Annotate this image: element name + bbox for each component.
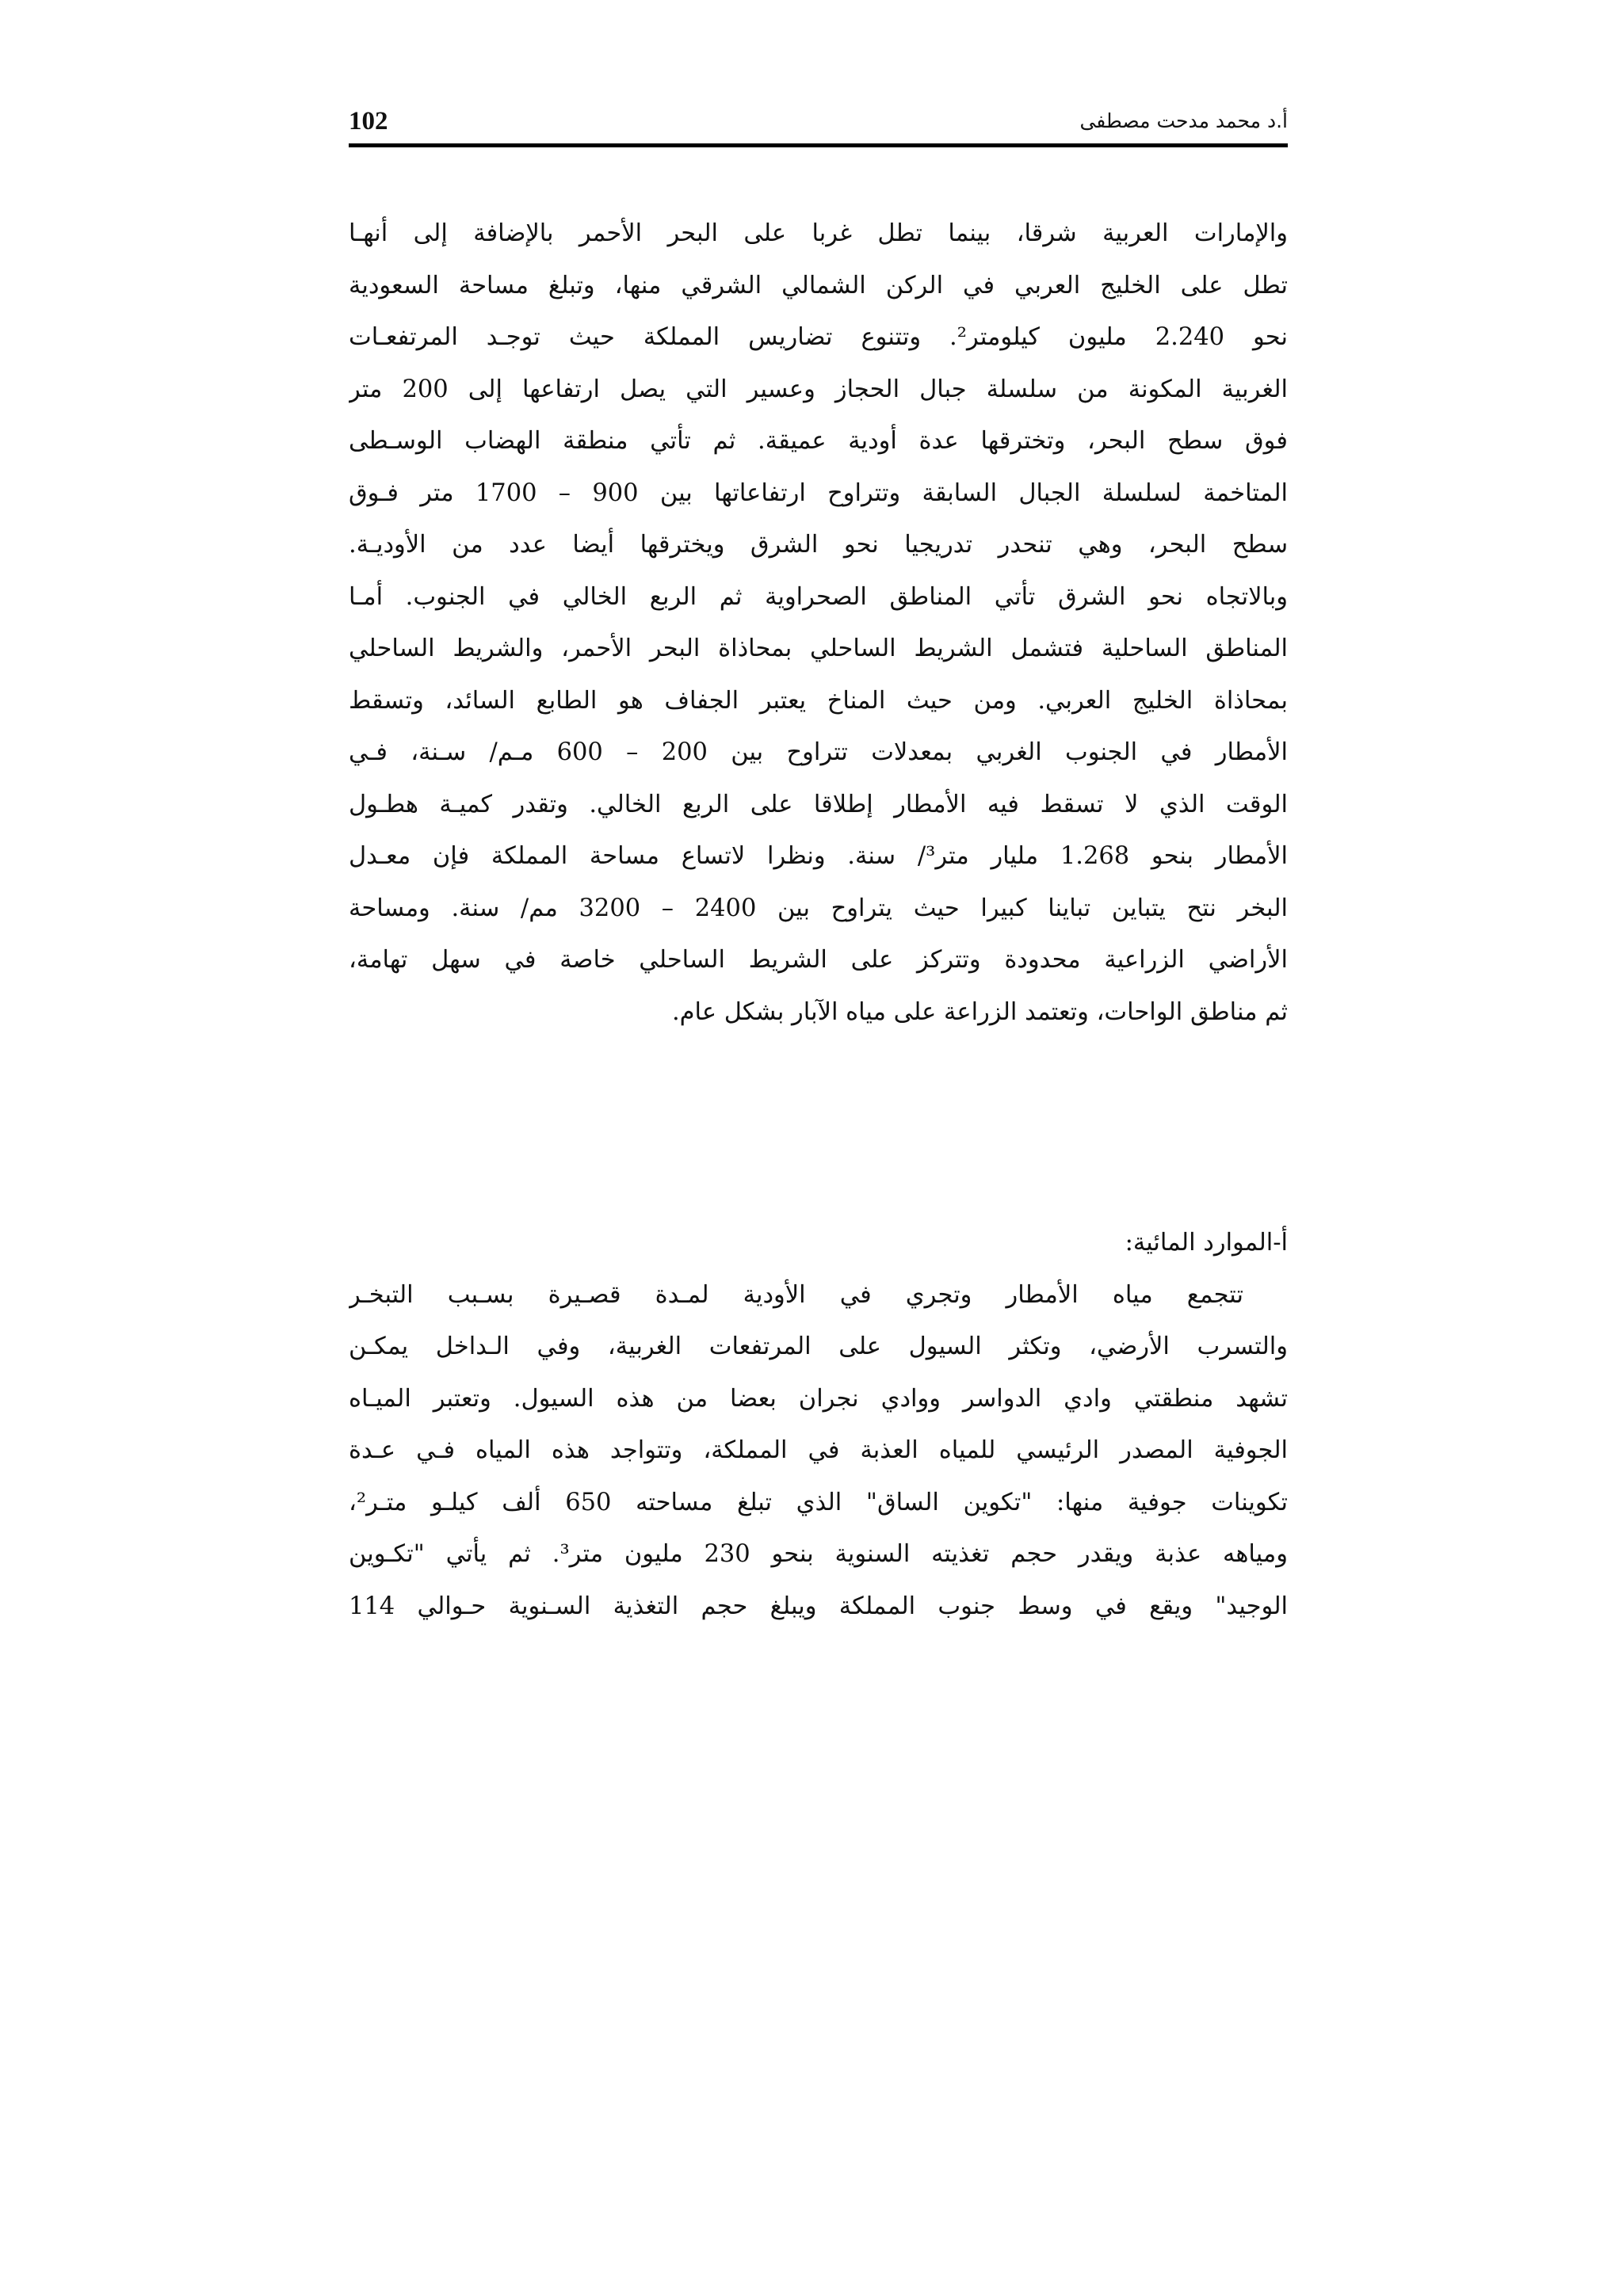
text-line: سطح البحر، وهي تنحدر تدريجيا نحو الشرق ويخترقها أيضا عدد من الأوديـة.	[349, 531, 1288, 559]
text-line: فوق سطح البحر، وتخترقها عدة أودية عميقة. ثم تأتي منطقة الهضاب الوسـطى	[349, 427, 1288, 455]
text-line: الأمطار بنحو 1.268 مليار متر³/ سنة. ونظرا لاتساع مساحة المملكة فإن معـدل	[349, 842, 1288, 870]
text-line: تشهد منطقتي وادي الدواسر ووادي نجران بعضا من هذه السيول. وتعتبر الميـاه	[349, 1384, 1288, 1413]
text-line: والإمارات العربية شرقا، بينما تطل غربا على البحر الأحمر بالإضافة إلى أنهـا	[349, 219, 1288, 247]
text-line: الجوفية المصدر الرئيسي للمياه العذبة في المملكة، وتتواجد هذه المياه فـي عـدة	[349, 1436, 1288, 1464]
text-line: والتسرب الأرضي، وتكثر السيول على المرتفعات الغربية، وفي الـداخل يمكـن	[349, 1333, 1288, 1360]
running-head-author: أ.د محمد مدحت مصطفى	[1079, 109, 1288, 132]
paragraph-1	[349, 208, 1288, 1038]
text-line: المناطق الساحلية فتشمل الشريط الساحلي بمحاذاة البحر الأحمر، والشريط الساحلي	[349, 635, 1288, 662]
page-header	[349, 101, 1288, 141]
text-line: بمحاذاة الخليج العربي. ومن حيث المناخ يعتبر الجفاف هو الطابع السائد، وتسقط	[349, 686, 1288, 715]
section-water-resources	[349, 1217, 1288, 1632]
page-number: 102	[349, 107, 388, 135]
text-line: الغربية المكونة من سلسلة جبال الحجاز وعسير التي يصل ارتفاعها إلى 200 متر	[349, 375, 1288, 403]
text-line: الوقت الذي لا تسقط فيه الأمطار إطلاقا على الربع الخالي. وتقدر كميـة هطـول	[349, 790, 1288, 818]
text-line: الأراضي الزراعية محدودة وتتركز على الشريط الساحلي خاصة في سهل تهامة،	[349, 946, 1288, 974]
text-line: نحو 2.240 مليون كيلومتر². وتتنوع تضاريس المملكة حيث توجـد المرتفعـات	[349, 323, 1288, 351]
text-line: تطل على الخليج العربي في الركن الشمالي الشرقي منها، وتبلغ مساحة السعودية	[349, 271, 1288, 299]
header-rule	[349, 143, 1288, 147]
text-line: الأمطار في الجنوب الغربي بمعدلات تتراوح بين 200 – 600 مـم/ سـنة، فـي	[349, 738, 1288, 766]
text-line: الوجيد" ويقع في وسط جنوب المملكة ويبلغ حجم التغذية السـنوية حـوالي 114	[349, 1592, 1288, 1620]
text-line: ومياهه عذبة ويقدر حجم تغذيته السنوية بنحو 230 مليون متر³. ثم يأتي "تكـوين	[349, 1540, 1288, 1568]
text-line: ثم مناطق الواحات، وتعتمد الزراعة على مياه الآبار بشكل عام.	[671, 997, 1288, 1026]
text-line: المتاخمة لسلسلة الجبال السابقة وتتراوح ارتفاعاتها بين 900 – 1700 متر فـوق	[349, 479, 1288, 507]
text-line: وبالاتجاه نحو الشرق تأتي المناطق الصحراوية ثم الربع الخالي في الجنوب. أمـا	[349, 582, 1288, 611]
text-line: البخر نتح يتباين تباينا كبيرا حيث يتراوح بين 2400 – 3200 مم/ سنة. ومساحة	[349, 894, 1288, 922]
text-line: تتجمع مياه الأمطار وتجري في الأودية لمـدة قصـيرة بسـبب التبخـر	[349, 1280, 1243, 1309]
section-heading: أ-الموارد المائية:	[1125, 1229, 1288, 1257]
text-line: تكوينات جوفية منها: "تكوين الساق" الذي تبلغ مساحته 650 ألف كيلـو متـر²،	[349, 1488, 1288, 1516]
